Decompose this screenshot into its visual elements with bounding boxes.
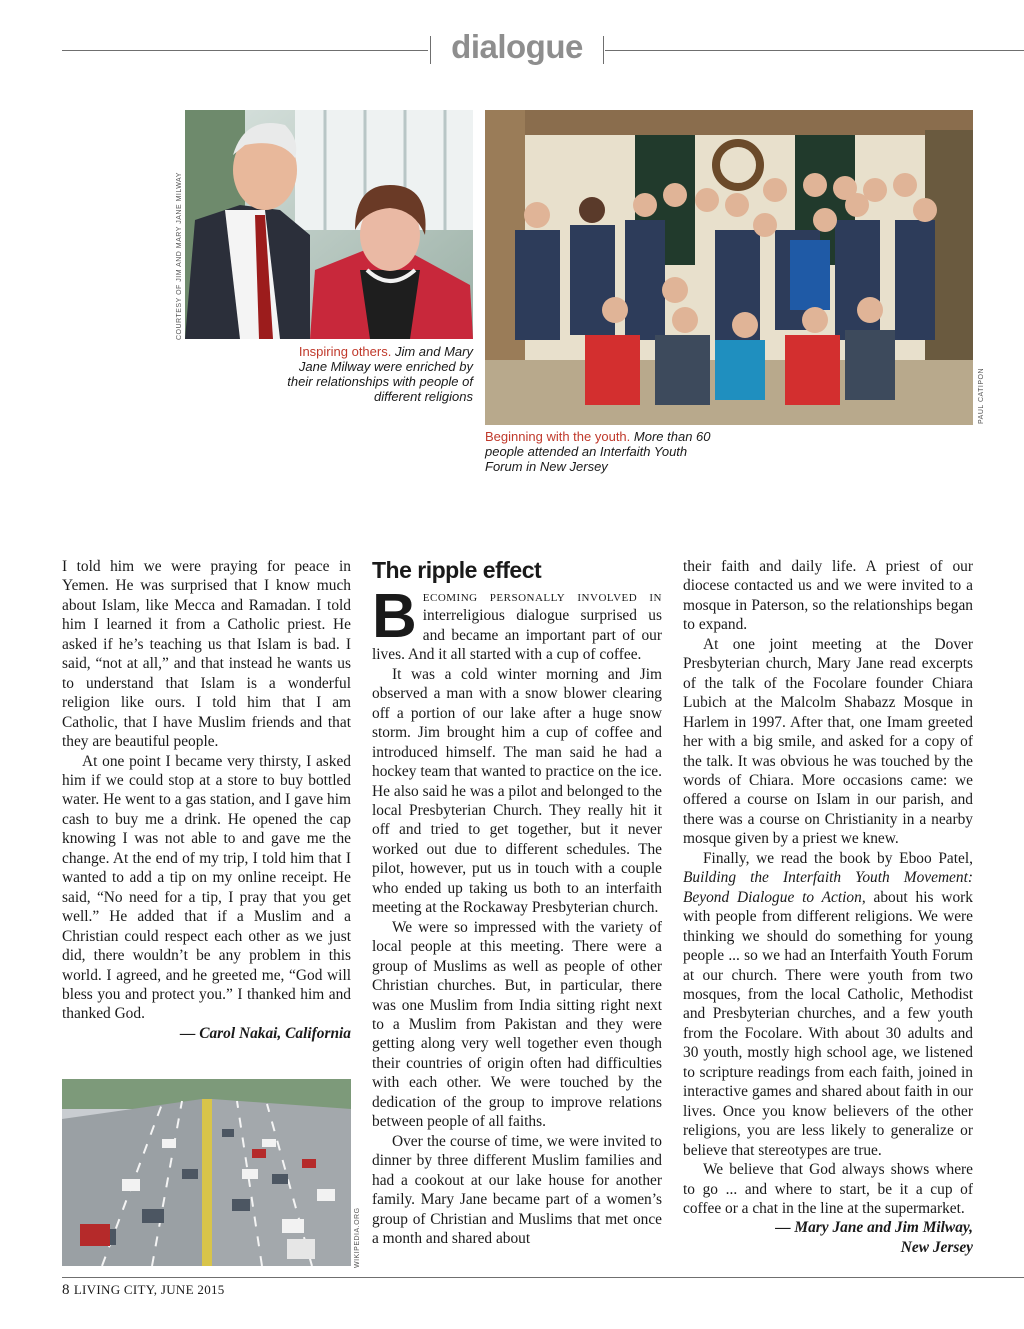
caption-milway-lead: Inspiring others.: [298, 344, 392, 359]
column-1-paragraph-1: I told him we were praying for peace in Yemen. He was surprised that I know much about Islam, like Mecca and Ramadan. I told him I learned it from a Catholic priest. He asked if he’s teaching us that Islam is bad. I said, “not at all,” and that instead he wants us to understand that Islam is a wonderful religion like ours. I told him that I am Catholic, that I have Muslim friends and that they are beautiful people.: [62, 558, 351, 751]
column-3-paragraph-3-a: Finally, we read the book by Eboo Patel,: [703, 849, 973, 867]
column-3: [683, 557, 973, 1257]
signature-milway-line-1: — Mary Jane and Jim Milway,: [775, 1219, 973, 1237]
lead-in-smallcaps: ecoming personally involved in: [422, 588, 662, 605]
photo-youth-image: [485, 110, 973, 425]
column-3-paragraph-3-b: , about his work with people from different religions. We were thinking we should do something for young people ... so we had an Interfaith Youth Forum at our church. There were youth from two mosques, from the local Catholic, Methodist and Presbyterian churches, and a few youth from the Focolare. With about 30 adults and 30 youth, mostly high school age, we listened to scripture readings from each faith, joined in interactive games and shared about faith in our lives. Once you know believers of the other religions, you are less likely to generalize or believe that stereotypes are true.: [683, 888, 973, 1159]
book-title: Building the Interfaith Youth Movement: Beyond Dialogue to Action: [683, 869, 973, 906]
signature-milway-line-2: New Jersey: [900, 1238, 973, 1256]
column-2-paragraph-2: It was a cold winter morning and Jim observed a man with a snow blower clearing off a portion of our lake after a huge snow storm. Jim brought him a cup of coffee and introduced himself. The man said he had a hockey team that wanted to practice on the ice. He also said he was a pilot and belonged to the local Presbyterian Church. They really hit it off and tried to get together, but it never worked out due to different schedules. The pilot, however, put us in touch with a couple who ended up taking us both to an interfaith meeting at the Rockaway Presbyterian church.: [372, 665, 662, 917]
caption-youth: [485, 429, 715, 474]
footer-rule: [62, 1277, 1024, 1278]
photo-credit-traffic: WIKIPEDIA.ORG: [354, 1207, 361, 1268]
column-2-paragraph-4: Over the course of time, we were invited to dinner by three different Muslim families and had a cookout at our lake house for another family. Mary Jane became part of a women’s group of Christian and Muslims that met once a month and shared about: [372, 1132, 662, 1247]
photo-credit-milway: COURTESY OF JIM AND MARY JANE MILWAY: [176, 172, 183, 340]
column-2-paragraph-1: [372, 582, 662, 665]
column-3-paragraph-3: [683, 849, 973, 1160]
photo-credit-youth: PAUL CATIPON: [978, 367, 985, 424]
column-2-paragraph-3: We were so impressed with the variety of local people at this meeting. There were a group of Muslims as well as people of other Christian churches. But, in particular, there was one Muslim from India sitting right next to a Muslim from Pakistan and they were getting along very well together even though their countries of origin often had difficulties with each other. We were touched by the dedication of the group to improve relations between people of all faiths.: [372, 918, 662, 1131]
photo-youth: [485, 110, 973, 425]
photo-milway: [185, 110, 473, 339]
footer: [62, 1282, 225, 1299]
caption-youth-lead: Beginning with the youth.: [485, 429, 631, 444]
photo-milway-image: [185, 110, 473, 339]
column-3-paragraph-1: their faith and daily life. A priest of our diocese contacted us and we were invited to a mosque in Paterson, so the relationships began to expand.: [683, 558, 973, 634]
column-1: [62, 557, 351, 1043]
signature-carol-nakai: — Carol Nakai, California: [179, 1024, 351, 1042]
header-tick-right: [603, 36, 604, 64]
article-headline: The ripple effect: [372, 557, 542, 583]
column-2: [372, 555, 662, 1248]
caption-milway: [285, 344, 473, 404]
drop-cap: B: [372, 582, 417, 651]
section-title: dialogue: [451, 28, 583, 65]
header-rule-left: [62, 50, 428, 51]
column-3-paragraph-4: We believe that God always shows where to go ... and where to start, be it a cup of coffee or a chat in the line at the supermarket.: [683, 1161, 973, 1217]
publication-info: LIVING CITY, JUNE 2015: [73, 1282, 225, 1297]
header-tick-left: [430, 36, 431, 64]
photo-traffic: [62, 1079, 351, 1266]
column-3-paragraph-2: At one joint meeting at the Dover Presbyterian church, Mary Jane read excerpts of the talk of the Focolare founder Chiara Lubich at the Malcolm Shabazz Mosque in Harlem in 1997. After that, one Imam greeted her with a big smile, and asked for a copy of the talk. It was obvious he was touched by the words of Chiara. More occasions came: we offered a course on Islam in our parish, and there was a course on Christianity in a nearby mosque given by a priest we knew.: [683, 635, 973, 848]
lead-in-rest: interreligious dialogue surprised us and became an important part of our lives. And it all started with a cup of coffee.: [372, 607, 662, 664]
caption-youth-body: More than 60 people attended an Interfaith Youth Forum in New Jersey: [485, 429, 711, 474]
page-number: 8: [62, 1282, 70, 1298]
signature-milway: [683, 1218, 973, 1257]
column-1-paragraph-2: At one point I became very thirsty, I asked him if we could stop at a store to buy bottled water. He went to a gas station, and I gave him cash to buy me a drink. He opened the cap knowing I was not able to and gave me the change. At the end of my trip, I told him that I wanted to add a tip on my online receipt. He said, “No need for a tip, I pray that you get well.” He added that if a Muslim and a Christian could respect each other as we just did, there wouldn’t be any problem in this world. I agreed, and he greeted me, “God will bless you and protect you.” I thanked him and thanked God.: [62, 752, 351, 1023]
photo-traffic-image: [62, 1079, 351, 1266]
caption-milway-body: Jim and Mary Jane Milway were enriched by their relationships with people of different religions: [287, 344, 473, 404]
header-rule-right: [605, 50, 1024, 51]
